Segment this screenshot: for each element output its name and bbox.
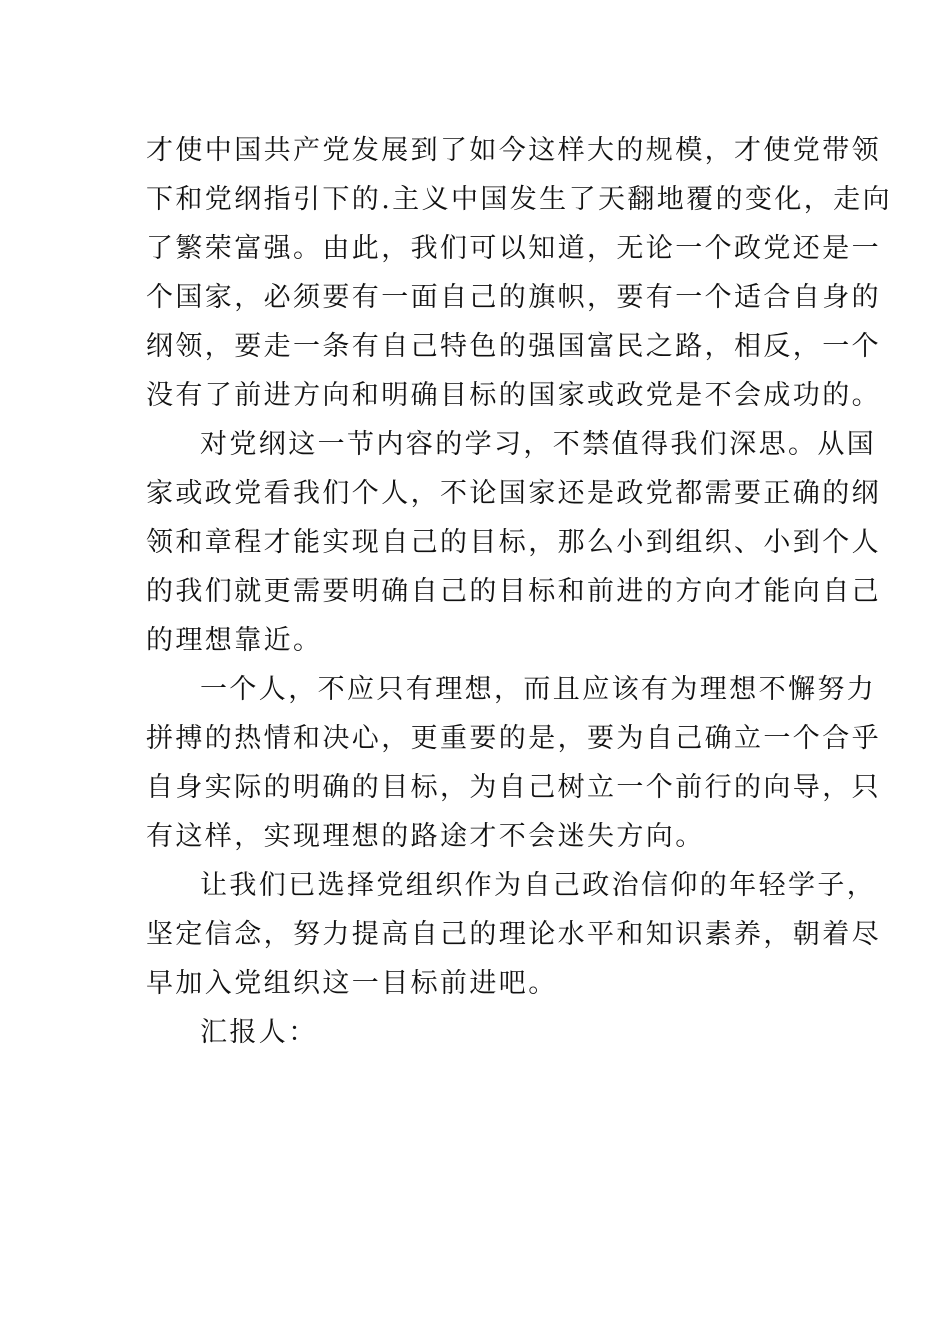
paragraph-line: 自身实际的明确的目标，为自己树立一个前行的向导，只 — [146, 772, 881, 803]
paragraph-line: 领和章程才能实现自己的目标，那么小到组织、小到个人 — [146, 527, 881, 558]
paragraph-line: 有这样，实现理想的路途才不会迷失方向。 — [146, 821, 705, 852]
paragraph-line: 的理想靠近。 — [146, 625, 323, 656]
paragraph-first-line: 让我们已选择党组织作为自己政治信仰的年轻学子， — [200, 870, 877, 901]
paragraph-first-line: 对党纲这一节内容的学习，不禁值得我们深思。从国 — [200, 429, 877, 460]
reporter-label: 汇报人： — [200, 1017, 318, 1048]
paragraph-line: 拼搏的热情和决心，更重要的是，要为自己确立一个合乎 — [146, 723, 881, 754]
paragraph-line: 的我们就更需要明确自己的目标和前进的方向才能向自己 — [146, 576, 881, 607]
paragraph-line: 下和党纲指引下的.主义中国发生了天翻地覆的变化，走向 — [146, 184, 892, 215]
paragraph-first-line: 一个人，不应只有理想，而且应该有为理想不懈努力 — [200, 674, 877, 705]
paragraph-line: 才使中国共产党发展到了如今这样大的规模，才使党带领 — [146, 135, 881, 166]
paragraph-line: 了繁荣富强。由此，我们可以知道，无论一个政党还是一 — [146, 233, 881, 264]
paragraph-line: 家或政党看我们个人，不论国家还是政党都需要正确的纲 — [146, 478, 881, 509]
paragraph-line: 个国家，必须要有一面自己的旗帜，要有一个适合自身的 — [146, 282, 881, 313]
paragraph-line: 坚定信念，努力提高自己的理论水平和知识素养，朝着尽 — [146, 919, 881, 950]
paragraph-line: 早加入党组织这一目标前进吧。 — [146, 968, 558, 999]
paragraph-line: 没有了前进方向和明确目标的国家或政党是不会成功的。 — [146, 380, 881, 411]
paragraph-line: 纲领，要走一条有自己特色的强国富民之路，相反，一个 — [146, 331, 881, 362]
document-body — [146, 126, 892, 1057]
